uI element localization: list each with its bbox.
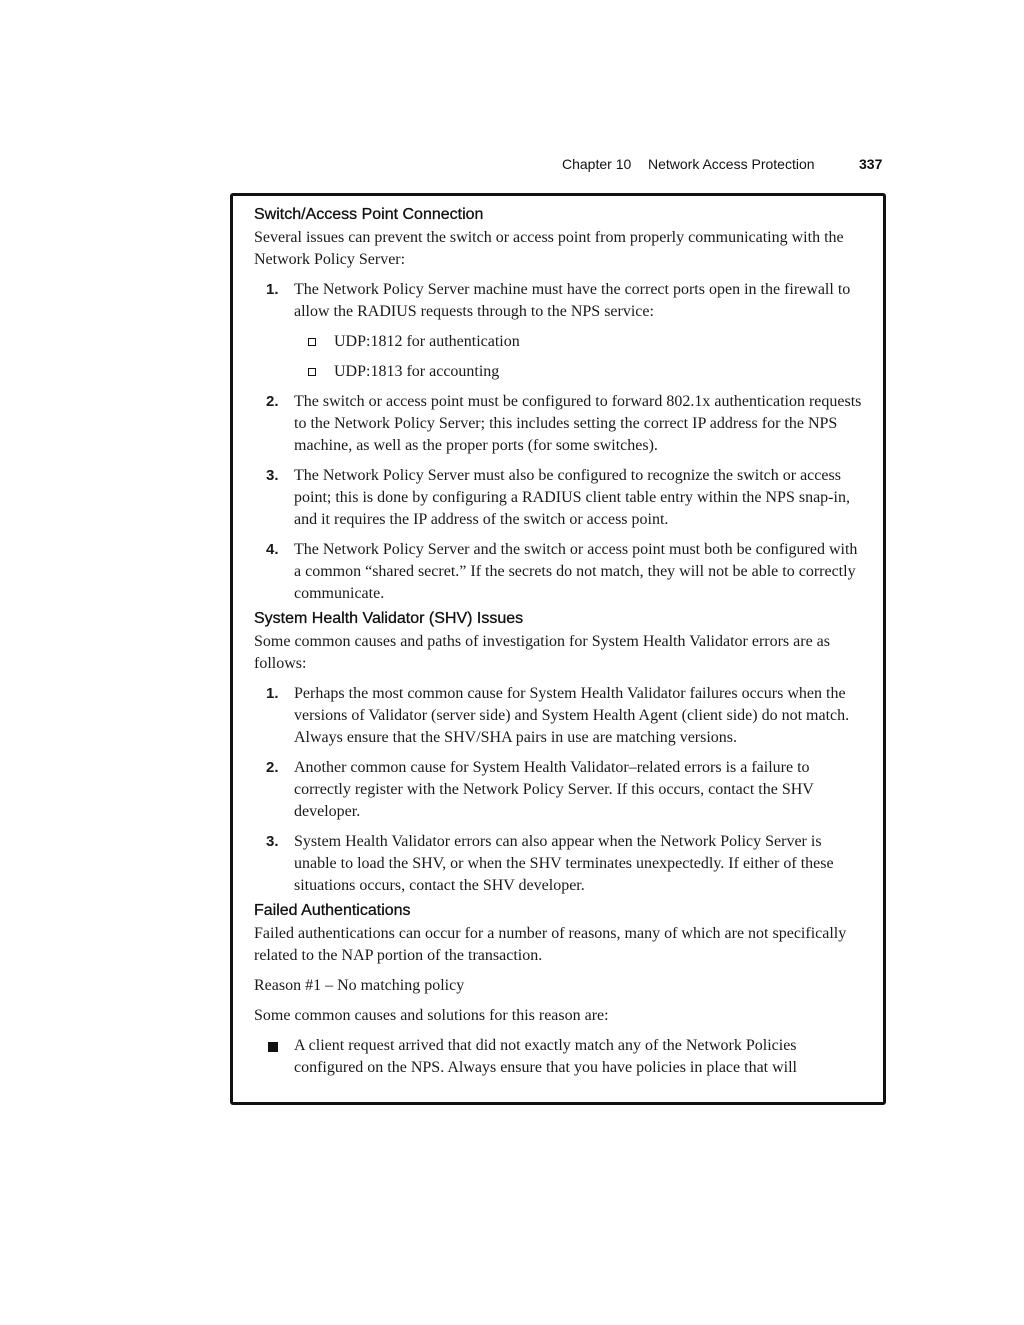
list-item — [254, 831, 866, 897]
list-item — [254, 757, 866, 823]
chapter-title: Network Access Protection — [648, 156, 815, 172]
causes-lead: Some common causes and solutions for this reason are: — [254, 1007, 609, 1024]
page-number: 337 — [859, 156, 883, 172]
checkbox-bullet-icon — [308, 368, 316, 376]
item-text: The Network Policy Server machine must have the correct ports open in the firewall to allow the RADIUS requests through to the NPS service: — [294, 281, 851, 320]
item-text: System Health Validator errors can also appear when the Network Policy Server is unable to load the SHV, or when the SHV terminates unexpectedly. If either of these situations occurs, contact the SHV developer. — [294, 833, 834, 894]
list-item — [254, 279, 866, 323]
section-intro-shv: Some common causes and paths of investigation for System Health Validator errors are as follows: — [254, 633, 831, 672]
running-head — [0, 156, 1024, 176]
sub-item-text: UDP:1813 for accounting — [334, 363, 500, 380]
item-number: 2. — [266, 759, 279, 776]
item-text: Another common cause for System Health Validator–related errors is a failure to correctly register with the Network Policy Server. If this occurs, contact the SHV developer. — [294, 759, 814, 820]
item-number: 3. — [266, 833, 279, 850]
section-intro-switch: Several issues can prevent the switch or access point from properly communicating with the Network Policy Server: — [254, 229, 844, 268]
item-number: 1. — [266, 685, 279, 702]
chapter-label: Chapter 10 — [562, 156, 632, 172]
section-intro-failed-auth: Failed authentications can occur for a number of reasons, many of which are not specifically related to the NAP portion of the transaction. — [254, 925, 847, 964]
section-heading-switch: Switch/Access Point Connection — [254, 206, 484, 223]
list-item — [254, 683, 866, 749]
sub-item-text: UDP:1812 for authentication — [334, 333, 520, 350]
item-text: Perhaps the most common cause for System Health Validator failures occurs when the versions of Validator (server side) and System Health Agent (client side) do not match. Always ensure that the SHV/SHA pairs in use are matching versions. — [294, 685, 850, 746]
item-number: 1. — [266, 281, 279, 298]
list-item — [254, 539, 866, 605]
item-text: The Network Policy Server must also be configured to recognize the switch or access point; this is done by configuring a RADIUS client table entry within the NPS snap-in, and it requires the IP address of the switch or access point. — [294, 467, 850, 528]
item-number: 2. — [266, 393, 279, 410]
item-number: 3. — [266, 467, 279, 484]
switch-steps-list — [254, 279, 866, 605]
section-heading-failed-auth: Failed Authentications — [254, 902, 411, 919]
sub-list-item — [254, 361, 866, 383]
bullet-text: A client request arrived that did not exactly match any of the Network Policies configured on the NPS. Always ensure that you have policies in place that will — [294, 1037, 797, 1076]
causes-list — [254, 1035, 866, 1079]
reason-line: Reason #1 – No matching policy — [254, 977, 465, 994]
list-item — [254, 465, 866, 531]
list-item — [254, 391, 866, 457]
sidebar-content — [254, 205, 866, 1087]
sub-list-item — [254, 331, 866, 353]
shv-steps-list — [254, 683, 866, 897]
item-number: 4. — [266, 541, 279, 558]
item-text: The Network Policy Server and the switch or access point must both be configured with a common “shared secret.” If the secrets do not match, they will not be able to correctly communicate. — [294, 541, 858, 602]
list-item — [254, 1035, 866, 1079]
troubleshooting-sidebar — [230, 193, 886, 1105]
square-bullet-icon — [268, 1042, 278, 1052]
checkbox-bullet-icon — [308, 338, 316, 346]
item-text: The switch or access point must be configured to forward 802.1x authentication requests to the Network Policy Server; this includes setting the correct IP address for the NPS machine, as well as the proper ports (for some switches). — [294, 393, 862, 454]
section-heading-shv: System Health Validator (SHV) Issues — [254, 610, 524, 627]
